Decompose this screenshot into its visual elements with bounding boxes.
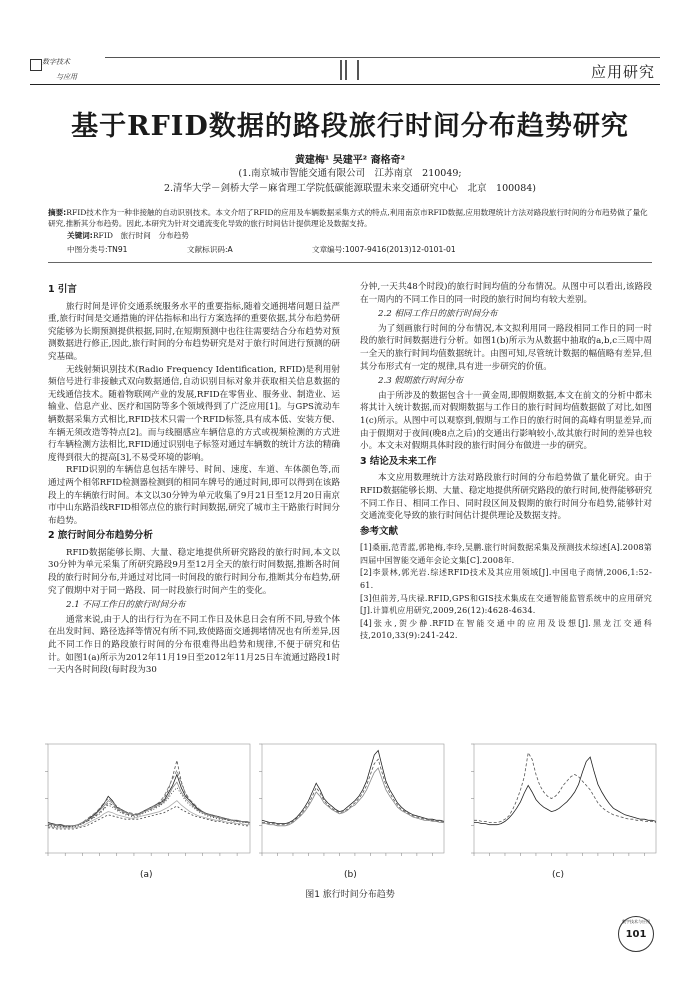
series-line-周四 — [48, 788, 250, 827]
meta-rule — [48, 262, 652, 263]
paragraph: 由于所涉及的数据包含十一黄金周,即假期数据,本文在前文的分析中都未将其计入统计数据,而对假期数据与工作日的旅行时间均值数据做了对比,如图1(c)所示。从图中可以观察到,假期与工作日的旅行时间的高峰有明显差异,而由于假期对于夜间(晚8点之后)的交通出行影响较小,故其旅行时间的差异也较小。本文未对假期具体时段的旅行时间分布做进一步的研究。 — [360, 390, 652, 452]
keywords-text: RFID 旅行时间 分布趋势 — [92, 231, 189, 240]
abstract — [48, 207, 652, 229]
header-top-rule — [105, 57, 660, 58]
paragraph: 为了刻画旅行时间的分布情况,本文拟利用同一路段相同工作日的同一时段的旅行时间数据进行分析。如图1(b)所示为从数据中抽取的a,b,c三周中周一全天的旅行时间均值数据统计。由图可知,尽管统计数据的幅值略有差异,但其分布形式有一定的规律,具有进一步研究的价值。 — [360, 323, 652, 372]
logo-line1: 数字技术 — [42, 58, 70, 66]
section-tag: 应用研究 — [590, 63, 655, 81]
keywords-label: 关键词: — [67, 231, 93, 240]
paragraph: RFID数据能够长期、大量、稳定地提供所研究路段的旅行时间,本文以30分钟为单元采集了所研究路段9月至12月全天的旅行时间数据,推断各时间段的旅行时间分布,并通过对比同一时间段的旅行时间分布,推断其分布趋势,研究了假期中对于同一路段、同一时段旅行时间产生的变化。 — [48, 547, 340, 596]
paragraph: 无线射频识别技术(Radio Frequency Identification, RFID)是利用射频信号进行非接触式双向数据通信,自动识别目标对象并获取相关信息数据的无线通信技术。随着物联网产业的发展,RFID在零售业、服务业、制造业、运输业、信息产业、医疗和国防等多个领域得到了广泛应用[1]。与GPS流动车辆数据采集方式相比,RFID技术只需一个RFID标签,具有成本低、安装方便、车辆无须改造等特点[2]。而与线圈感应车辆信息的方式或视频检测的方式进行车辆检测方法相比,RFID通过识别电子标签对通过车辆数的统计方法的精确度得到很大的提高[3],不易受环境的影响。 — [48, 364, 340, 463]
affiliation-1: (1.南京城市智能交通有限公司 江苏南京 210049; — [238, 168, 462, 179]
reference-item: [1]桑丽,范青蓝,郭艳梅,李玲,吴鹏.旅行时间数据采集及预测技术综述[A].2008第四届中国智能交通年会论文集[C].2008年. — [360, 543, 652, 565]
subsection-heading: 2.3 假期旅行时间分布 — [378, 376, 464, 387]
authors: 黄建梅¹ 吴建平² 裔格奇² — [294, 155, 406, 166]
page-number: 101 — [625, 929, 647, 940]
chart-c — [462, 738, 662, 863]
subfigure-label-c: (c) — [552, 870, 564, 880]
plot-frame — [474, 744, 656, 853]
chart-a — [36, 738, 256, 863]
subfigure-label-b: (b) — [344, 870, 357, 880]
series-line-假期 — [474, 753, 656, 823]
subfigure-label-a: (a) — [140, 870, 153, 880]
seal-ring-text: 数字技术与应用 — [622, 919, 650, 924]
paragraph: RFID识别的车辆信息包括车牌号、时间、速度、车道、车体颜色等,而通过两个相邻RFID检测器检测到的相同车牌号的通过时间,即可以得到在该路段上的车辆旅行时间。本文以30分钟为单元收集了9月21日至12月20日南京市中山东路沿线RFID相邻点位的旅行时间数据,研究了城市主干路旅行时间分布趋势。 — [48, 465, 340, 526]
series-line-a — [262, 751, 444, 824]
paragraph: 分钟,一天共48个时段)的旅行时间均值的分布情况。从图中可以看出,该路段在一周内的不同工作日的同一时段的旅行时间均有较大差别。 — [360, 282, 652, 305]
left-column — [48, 281, 340, 677]
document-code: 文献标识码:A — [187, 245, 233, 254]
section-heading: 2 旅行时间分布趋势分析 — [48, 530, 153, 542]
section-heading: 3 结论及未来工作 — [360, 455, 437, 467]
series-line-工作日 — [474, 757, 656, 825]
keywords — [67, 230, 189, 241]
references-heading: 参考文献 — [360, 525, 399, 537]
series-line-周六 — [48, 801, 250, 828]
affiliation-2: 2.清华大学－剑桥大学－麻省理工学院低碳能源联盟未来交通研究中心 北京 100084) — [163, 183, 537, 194]
header-divider-bar — [345, 60, 347, 80]
paragraph: 本文应用数理统计方法对路段旅行时间的分布趋势做了量化研究。由于RFID数据能够长期、大量、稳定地提供所研究路段的旅行时间,使得能够研究不同工作日、相同工作日、同时段区间及假期的旅行时间分布趋势,能够针对交通流变化导致的旅行时间估计提供理论及数据支持。 — [360, 473, 652, 522]
right-column — [360, 281, 652, 643]
logo-line2: 与应用 — [56, 73, 77, 81]
chart-b — [250, 738, 450, 863]
journal-logo — [30, 57, 100, 87]
clc-number: 中图分类号:TN91 — [67, 245, 128, 254]
reference-item: [4]张永,贺少静.RFID在智能交通中的应用及设想[J].黑龙江交通科技,2010,33(9):241-242. — [360, 618, 652, 641]
figure-caption: 图1 旅行时间分布趋势 — [305, 890, 395, 900]
subsection-heading: 2.1 不同工作日的旅行时间分布 — [66, 600, 186, 611]
header-bottom-rule — [30, 84, 660, 85]
abstract-text: RFID技术作为一种非接触的自动识别技术。本文介绍了RFID的应用及车辆数据采集方式的特点,利用南京市RFID数据,应用数理统计方法对路段旅行时间的分布趋势做了量化研究,推断其分布趋势。因此,本研究为针对交通流变化导致的旅行时间估计提供理论及数据支持。 — [48, 208, 648, 228]
reference-item: [3]但前芳,马庆禄.RFID,GPS和GIS技术集成在交通智能监管系统中的应用研究[J].计算机应用研究,2009,26(12):4628-4634. — [360, 593, 652, 616]
subsection-heading: 2.2 相同工作日的旅行时间分布 — [378, 309, 498, 320]
paragraph: 旅行时间是评价交通系统服务水平的重要指标,随着交通拥堵问题日益严重,旅行时间是交通措施的评估指标和出行方案选择的重要依据,其分布趋势研究能够为长期预测提供根据,同时,在短期预测中也往往需要结合分布趋势对预测数据进行修正,因此,旅行时间的分布趋势研究是对于旅行时间进行预测的研究基础。 — [48, 301, 340, 362]
logo-mark-icon — [30, 59, 42, 71]
article-number: 文章编号:1007-9416(2013)12-0101-01 — [312, 245, 456, 254]
series-line-b — [262, 759, 444, 824]
reference-item: [2]李景林,郭光岩.综述RFID技术及其应用领域[J].中国电子商情,2006,1:52-61. — [360, 568, 652, 591]
header-divider-bar — [340, 60, 342, 80]
paragraph: 通常来说,由于人的出行行为在不同工作日及休息日会有所不同,导致个体在出发时间、路径选择等情况有所不同,致使路面交通拥堵情况也有所差异,因此不同工作日的路段旅行时间的分布很难得出趋势和规律,不便于研究和估计。如图1(a)所示为2012年11月19日至2012年11月25日车流通过路段1时一天内各时间段(每时段为30 — [48, 614, 340, 676]
page-seal — [618, 916, 654, 952]
section-heading: 1 引言 — [48, 284, 77, 295]
header-divider-bar — [357, 60, 359, 80]
plot-frame — [48, 744, 250, 853]
paper-title: 基于RFID数据的路段旅行时间分布趋势研究 — [71, 111, 629, 142]
series-line-周五 — [48, 770, 250, 826]
abstract-label: 摘要: — [48, 208, 67, 217]
plot-frame — [262, 744, 444, 853]
